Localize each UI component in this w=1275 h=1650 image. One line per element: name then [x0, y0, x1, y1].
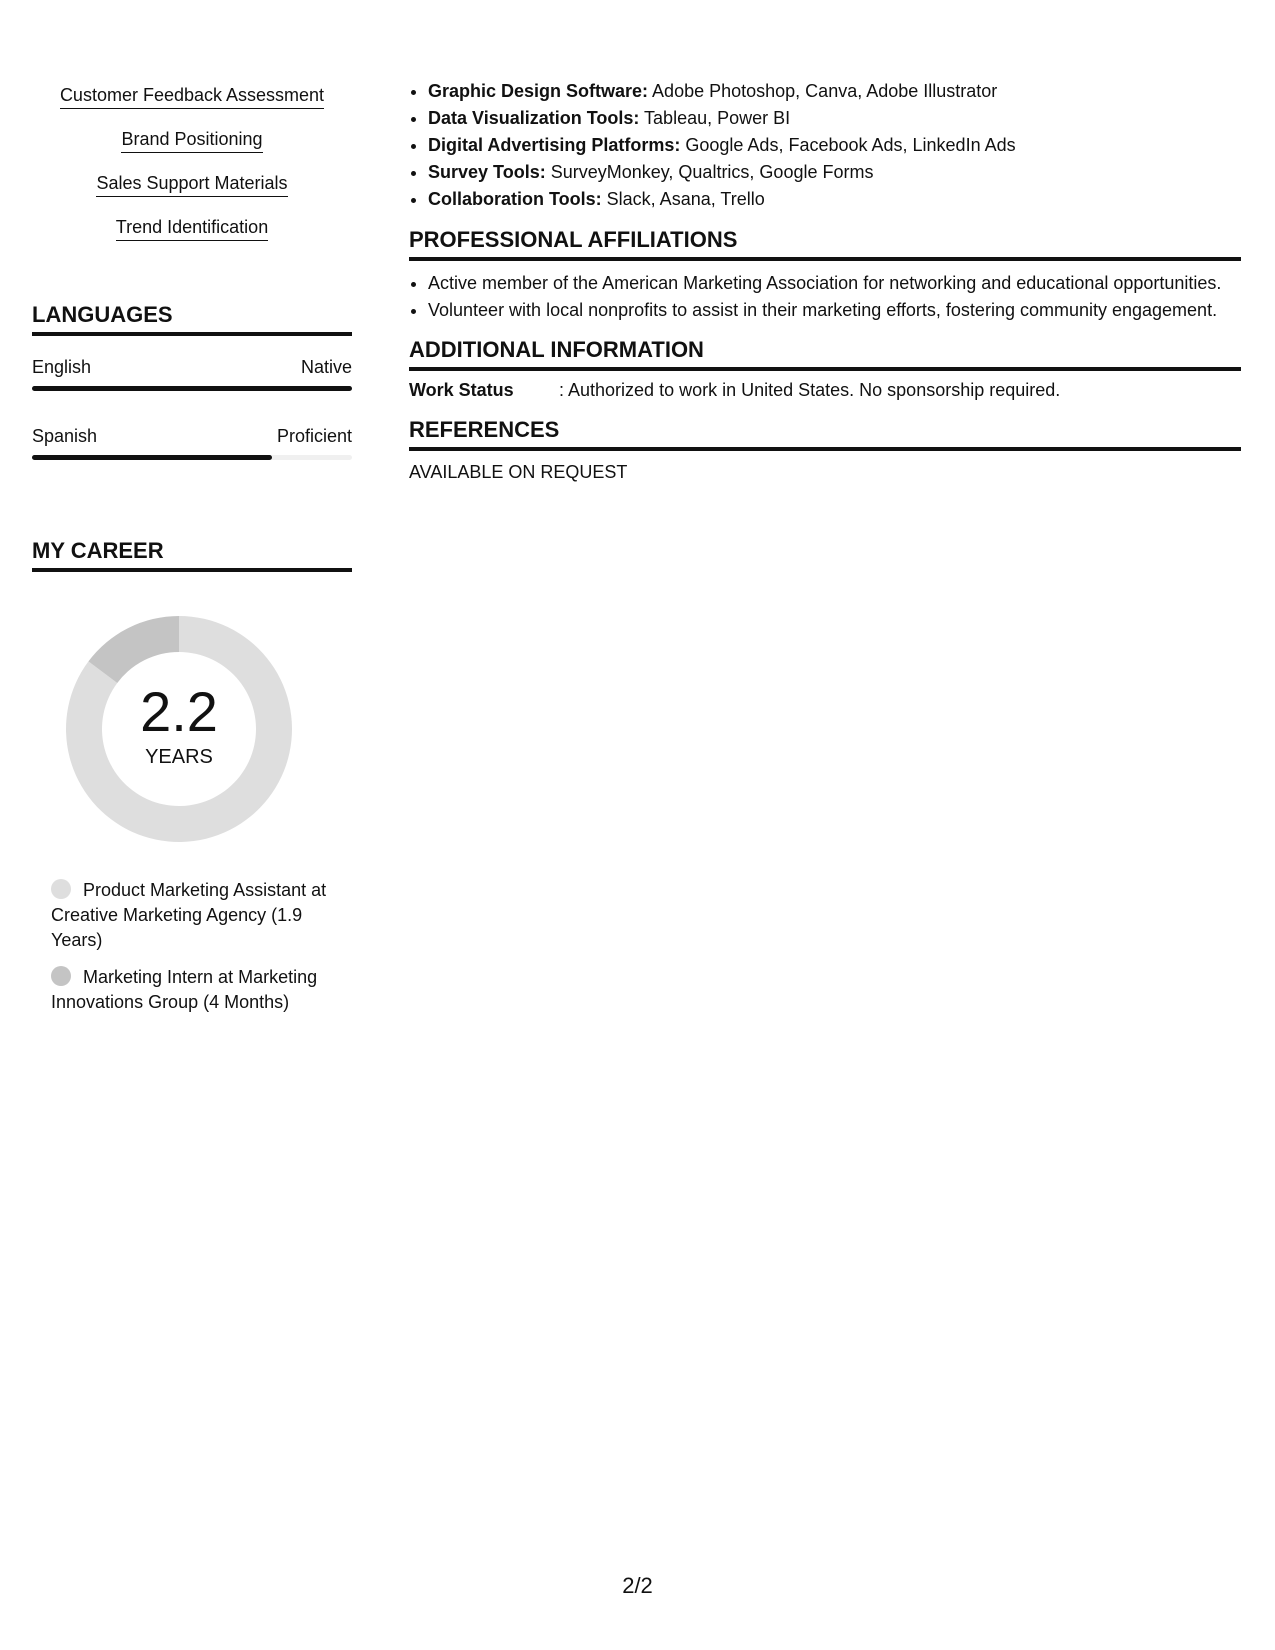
list-item: • Active member of the American Marketing Association for networking and educational opportunities. — [428, 271, 1241, 296]
languages-heading: LANGUAGES — [32, 302, 352, 336]
career-donut-chart — [66, 616, 292, 842]
career-legend — [32, 878, 336, 1015]
legend-dot-icon — [51, 879, 71, 899]
tool-values: SurveyMonkey, Qualtrics, Google Forms — [545, 162, 874, 182]
skill-tags — [32, 84, 352, 260]
list-item — [428, 78, 1241, 105]
legend-text: Marketing Intern at Marketing Innovations Group (4 Months) — [51, 967, 318, 1012]
tool-values: Tableau, Power BI — [639, 108, 791, 128]
language-row — [32, 425, 352, 460]
career-total-value: 2.2 — [140, 680, 218, 743]
tool-category: Digital Advertising Platforms: — [428, 135, 681, 155]
tool-values: Adobe Photoshop, Canva, Adobe Illustrator — [648, 81, 998, 101]
affiliations-heading: PROFESSIONAL AFFILIATIONS — [409, 227, 1241, 261]
career-total-unit: YEARS — [145, 746, 213, 768]
legend-text: Product Marketing Assistant at Creative Marketing Agency (1.9 Years) — [51, 880, 327, 950]
language-bar-track — [32, 386, 352, 391]
references-text: AVAILABLE ON REQUEST — [409, 462, 628, 482]
language-bar-fill — [32, 386, 352, 391]
legend-dot-icon — [51, 966, 71, 986]
right-column — [409, 78, 1241, 483]
work-status-label: Work Status — [409, 380, 514, 400]
language-name: Spanish — [32, 426, 98, 446]
legend-item — [51, 878, 336, 953]
tool-category: Collaboration Tools: — [428, 189, 602, 209]
list-item — [428, 159, 1241, 186]
page-number: 2/2 — [622, 1573, 653, 1598]
tool-values: Slack, Asana, Trello — [601, 189, 765, 209]
work-status-row — [409, 379, 1241, 401]
language-bar-fill — [32, 455, 272, 460]
career-section — [32, 538, 352, 1015]
affiliations-list — [409, 271, 1241, 323]
tool-values: Google Ads, Facebook Ads, LinkedIn Ads — [680, 135, 1016, 155]
work-status-value: : Authorized to work in United States. No sponsorship required. — [559, 380, 1061, 400]
legend-item — [51, 965, 336, 1015]
list-item — [428, 132, 1241, 159]
additional-info-heading: ADDITIONAL INFORMATION — [409, 337, 1241, 371]
language-name: English — [32, 357, 92, 377]
list-item — [428, 186, 1241, 213]
career-heading: MY CAREER — [32, 538, 352, 572]
skill-tag: Trend Identification — [116, 216, 268, 241]
tools-list — [409, 78, 1241, 213]
tool-category: Data Visualization Tools: — [428, 108, 640, 128]
language-level: Proficient — [276, 426, 352, 446]
references-heading: REFERENCES — [409, 417, 1241, 451]
skill-tag: Customer Feedback Assessment — [60, 84, 324, 109]
tool-category: Graphic Design Software: — [428, 81, 649, 101]
skill-tag: Brand Positioning — [121, 128, 262, 153]
left-column — [32, 84, 352, 1027]
language-bar-track — [32, 455, 352, 460]
language-level: Native — [300, 357, 352, 377]
list-item — [428, 105, 1241, 132]
tool-category: Survey Tools: — [428, 162, 546, 182]
skill-tag: Sales Support Materials — [96, 172, 287, 197]
list-item: • Volunteer with local nonprofits to assist in their marketing efforts, fostering community engagement. — [428, 298, 1241, 323]
language-row — [32, 356, 352, 391]
languages-section — [32, 302, 352, 460]
donut-center — [66, 616, 292, 842]
